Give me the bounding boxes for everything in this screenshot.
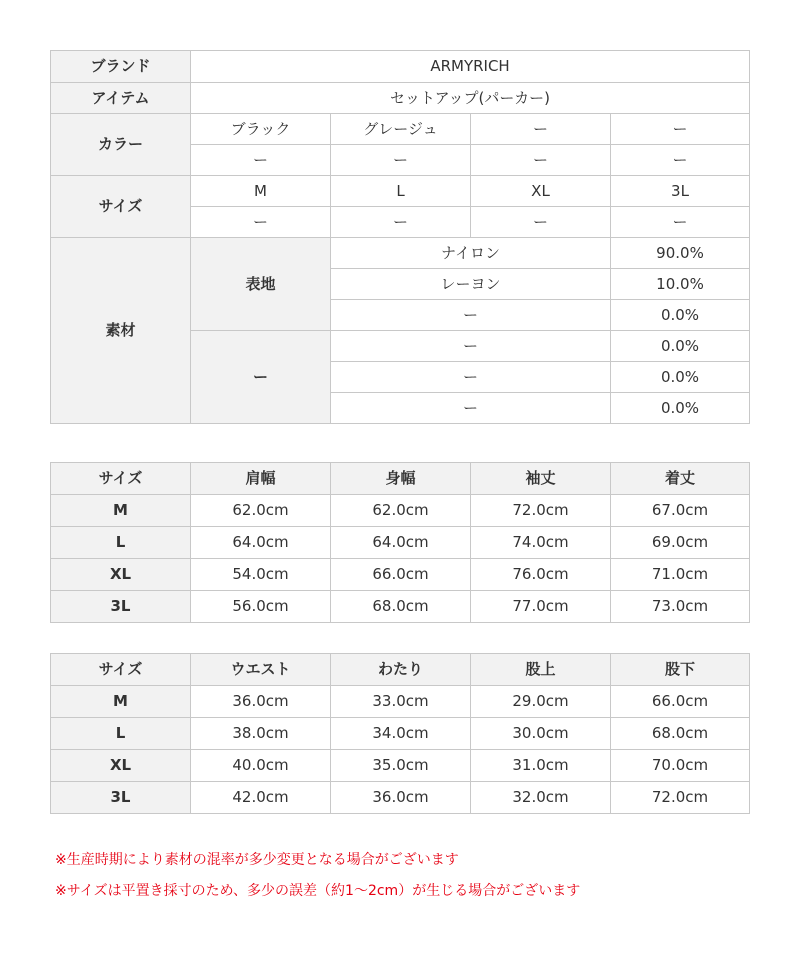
size-note: ※サイズは平置き採寸のため、多少の誤差（約1～2cm）が生じる場合がございます: [55, 883, 581, 899]
measure-cell: 54.0cm: [191, 559, 331, 591]
table-row: [51, 686, 750, 718]
material-name: ー: [331, 362, 611, 393]
material-note: ※生産時期により素材の混率が多少変更となる場合がございます: [55, 852, 459, 868]
size-cell: L: [331, 176, 471, 207]
waist-header: ウエスト: [191, 654, 331, 686]
measure-cell: 69.0cm: [611, 527, 750, 559]
size-name: 3L: [51, 782, 191, 814]
measure-cell: 38.0cm: [191, 718, 331, 750]
measure-cell: 31.0cm: [471, 750, 611, 782]
material-percent: 0.0%: [611, 362, 750, 393]
color-cell: ー: [331, 145, 471, 176]
size-name: 3L: [51, 591, 191, 623]
size-cell: ー: [471, 207, 611, 238]
color-cell: グレージュ: [331, 114, 471, 145]
inseam-header: 股下: [611, 654, 750, 686]
item-value: セットアップ(パーカー): [191, 83, 750, 114]
measure-cell: 76.0cm: [471, 559, 611, 591]
thigh-header: わたり: [331, 654, 471, 686]
length-header: 着丈: [611, 463, 750, 495]
measure-cell: 73.0cm: [611, 591, 750, 623]
size-name: M: [51, 495, 191, 527]
table-row: [51, 527, 750, 559]
size-cell: 3L: [611, 176, 750, 207]
color-cell: ブラック: [191, 114, 331, 145]
measure-cell: 66.0cm: [331, 559, 471, 591]
color-row: [51, 114, 750, 145]
bottom-size-table: [50, 653, 750, 814]
measure-cell: 72.0cm: [471, 495, 611, 527]
table-row: [51, 718, 750, 750]
material-percent: 0.0%: [611, 393, 750, 424]
size-name: M: [51, 686, 191, 718]
material-name: ナイロン: [331, 238, 611, 269]
shoulder-header: 肩幅: [191, 463, 331, 495]
material-percent: 10.0%: [611, 269, 750, 300]
material-name: ー: [331, 393, 611, 424]
item-row: [51, 83, 750, 114]
size-cell: ー: [331, 207, 471, 238]
material-label: 素材: [51, 238, 191, 424]
color-label: カラー: [51, 114, 191, 176]
table-row: [51, 559, 750, 591]
size-name: L: [51, 527, 191, 559]
measure-cell: 29.0cm: [471, 686, 611, 718]
measure-cell: 40.0cm: [191, 750, 331, 782]
material-group-label: ー: [191, 331, 331, 424]
chest-header: 身幅: [331, 463, 471, 495]
measure-cell: 34.0cm: [331, 718, 471, 750]
color-cell: ー: [611, 145, 750, 176]
measure-cell: 32.0cm: [471, 782, 611, 814]
measure-cell: 35.0cm: [331, 750, 471, 782]
measure-cell: 68.0cm: [611, 718, 750, 750]
spec-table: [50, 50, 750, 424]
measure-cell: 56.0cm: [191, 591, 331, 623]
size-label: サイズ: [51, 176, 191, 238]
measure-cell: 64.0cm: [331, 527, 471, 559]
brand-label: ブランド: [51, 51, 191, 83]
table-row: [51, 782, 750, 814]
color-cell: ー: [611, 114, 750, 145]
size-header: サイズ: [51, 654, 191, 686]
size-cell: XL: [471, 176, 611, 207]
measure-cell: 30.0cm: [471, 718, 611, 750]
measure-cell: 67.0cm: [611, 495, 750, 527]
top-size-table: [50, 462, 750, 623]
measure-cell: 66.0cm: [611, 686, 750, 718]
measure-cell: 64.0cm: [191, 527, 331, 559]
size-name: XL: [51, 750, 191, 782]
table-row: [51, 750, 750, 782]
table-row: [51, 591, 750, 623]
size-cell: M: [191, 176, 331, 207]
rise-header: 股上: [471, 654, 611, 686]
color-cell: ー: [191, 145, 331, 176]
measure-cell: 62.0cm: [191, 495, 331, 527]
material-percent: 0.0%: [611, 331, 750, 362]
size-row: [51, 176, 750, 207]
material-percent: 90.0%: [611, 238, 750, 269]
measure-cell: 77.0cm: [471, 591, 611, 623]
size-cell: ー: [611, 207, 750, 238]
size-header-row: [51, 463, 750, 495]
material-name: ー: [331, 300, 611, 331]
measure-cell: 36.0cm: [331, 782, 471, 814]
measure-cell: 62.0cm: [331, 495, 471, 527]
sleeve-header: 袖丈: [471, 463, 611, 495]
brand-row: [51, 51, 750, 83]
color-cell: ー: [471, 114, 611, 145]
measure-cell: 42.0cm: [191, 782, 331, 814]
size-name: XL: [51, 559, 191, 591]
size-cell: ー: [191, 207, 331, 238]
material-name: レーヨン: [331, 269, 611, 300]
material-name: ー: [331, 331, 611, 362]
size-header: サイズ: [51, 463, 191, 495]
color-cell: ー: [471, 145, 611, 176]
material-row: [51, 238, 750, 269]
material-group-label: 表地: [191, 238, 331, 331]
material-percent: 0.0%: [611, 300, 750, 331]
measure-cell: 72.0cm: [611, 782, 750, 814]
size-name: L: [51, 718, 191, 750]
measure-cell: 36.0cm: [191, 686, 331, 718]
table-row: [51, 495, 750, 527]
measure-cell: 33.0cm: [331, 686, 471, 718]
measure-cell: 68.0cm: [331, 591, 471, 623]
measure-cell: 71.0cm: [611, 559, 750, 591]
item-label: アイテム: [51, 83, 191, 114]
measure-cell: 70.0cm: [611, 750, 750, 782]
measure-cell: 74.0cm: [471, 527, 611, 559]
size-header-row: [51, 654, 750, 686]
brand-value: ARMYRICH: [191, 51, 750, 83]
